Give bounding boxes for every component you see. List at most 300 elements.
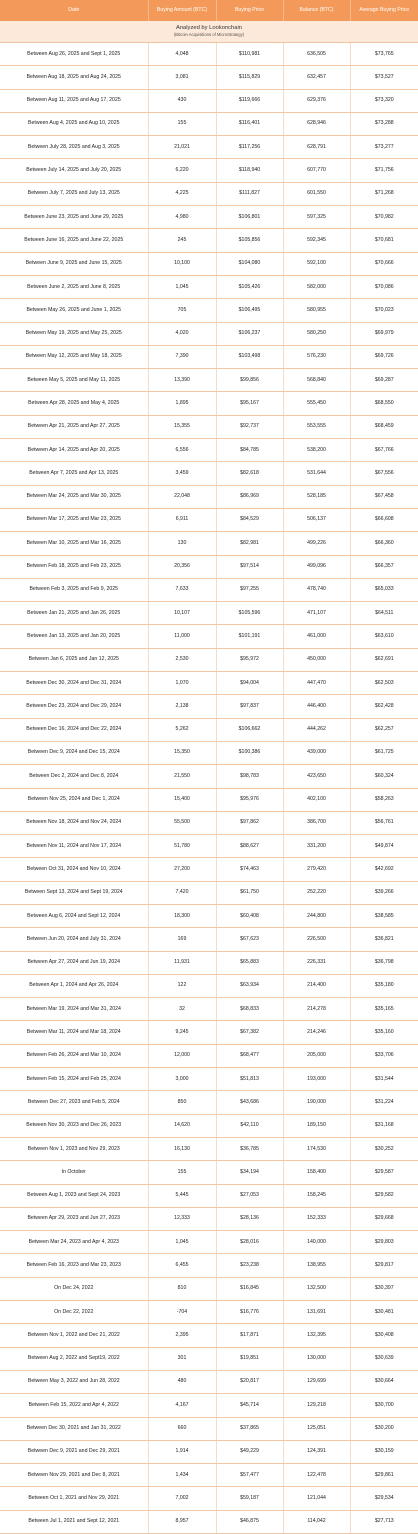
table-row xyxy=(0,112,418,135)
cell-date: In October xyxy=(0,1161,148,1184)
cell-buying-price: $95,976 xyxy=(216,788,283,811)
cell-buying-price: $49,229 xyxy=(216,1440,283,1463)
cell-buying-amount: 7,633 xyxy=(148,578,216,601)
cell-buying-amount: 21,550 xyxy=(148,765,216,788)
cell-average-buying-price: $62,428 xyxy=(350,695,418,718)
cell-date: Between Dec 30, 2021 and Jan 31, 2022 xyxy=(0,1417,148,1440)
cell-balance: 601,550 xyxy=(283,182,350,205)
column-header-buying-amount[interactable]: Buying Amount (BTC) xyxy=(148,0,216,21)
cell-average-buying-price: $62,691 xyxy=(350,648,418,671)
cell-date: Between Jan 6, 2025 and Jan 12, 2025 xyxy=(0,648,148,671)
cell-average-buying-price: $30,252 xyxy=(350,1137,418,1160)
cell-average-buying-price: $67,556 xyxy=(350,462,418,485)
cell-buying-price: $86,969 xyxy=(216,485,283,508)
cell-balance: 582,000 xyxy=(283,275,350,298)
table-row xyxy=(0,43,418,66)
cell-balance: 553,555 xyxy=(283,415,350,438)
table-row xyxy=(0,1207,418,1230)
table-row xyxy=(0,695,418,718)
cell-date: Between Nov 1, 2023 and Nov 29, 2023 xyxy=(0,1137,148,1160)
cell-buying-price: $37,865 xyxy=(216,1417,283,1440)
cell-buying-price: $99,856 xyxy=(216,369,283,392)
cell-buying-amount: 18,300 xyxy=(148,904,216,927)
cell-buying-amount: 850 xyxy=(148,1091,216,1114)
cell-date: Between Feb 15, 2024 and Feb 25, 2024 xyxy=(0,1068,148,1091)
cell-buying-amount: 6,220 xyxy=(148,159,216,182)
cell-average-buying-price: $69,726 xyxy=(350,345,418,368)
cell-buying-amount: 8,957 xyxy=(148,1510,216,1533)
cell-balance: 528,185 xyxy=(283,485,350,508)
cell-buying-amount: 4,980 xyxy=(148,206,216,229)
cell-buying-amount: 7,420 xyxy=(148,881,216,904)
cell-buying-amount: 1,434 xyxy=(148,1464,216,1487)
cell-buying-price: $106,801 xyxy=(216,206,283,229)
cell-date: Between Apr 21, 2025 and Apr 27, 2025 xyxy=(0,415,148,438)
table-row xyxy=(0,206,418,229)
cell-balance: 386,700 xyxy=(283,811,350,834)
cell-buying-amount: 12,000 xyxy=(148,1044,216,1067)
table-row xyxy=(0,1440,418,1463)
cell-buying-amount: 10,107 xyxy=(148,602,216,625)
column-header-date[interactable]: Date xyxy=(0,0,148,21)
cell-average-buying-price: $62,503 xyxy=(350,672,418,695)
cell-balance: 214,400 xyxy=(283,974,350,997)
cell-buying-amount: 12,333 xyxy=(148,1207,216,1230)
cell-buying-amount: 14,620 xyxy=(148,1114,216,1137)
cell-balance: 499,096 xyxy=(283,555,350,578)
cell-average-buying-price: $68,459 xyxy=(350,415,418,438)
cell-buying-amount: 245 xyxy=(148,229,216,252)
table-row xyxy=(0,1464,418,1487)
table-row xyxy=(0,974,418,997)
table-row xyxy=(0,1114,418,1137)
cell-buying-amount: 5,262 xyxy=(148,718,216,741)
cell-average-buying-price: $69,979 xyxy=(350,322,418,345)
cell-date: Between Aug 11, 2025 and Aug 17, 2025 xyxy=(0,89,148,112)
cell-average-buying-price: $29,668 xyxy=(350,1207,418,1230)
cell-date: Between Nov 1, 2022 and Dec 21, 2022 xyxy=(0,1324,148,1347)
cell-average-buying-price: $36,798 xyxy=(350,951,418,974)
cell-buying-amount: 7,390 xyxy=(148,345,216,368)
cell-average-buying-price: $29,803 xyxy=(350,1231,418,1254)
cell-balance: 129,218 xyxy=(283,1394,350,1417)
cell-average-buying-price: $30,700 xyxy=(350,1394,418,1417)
table-row xyxy=(0,1417,418,1440)
cell-balance: 244,800 xyxy=(283,904,350,927)
cell-balance: 555,450 xyxy=(283,392,350,415)
cell-average-buying-price: $61,725 xyxy=(350,741,418,764)
cell-date: Between Dec 9, 2021 and Dec 29, 2021 xyxy=(0,1440,148,1463)
table-row xyxy=(0,1324,418,1347)
cell-date: Between Feb 16, 2023 and Mar 23, 2023 xyxy=(0,1254,148,1277)
cell-date: Between Mar 24, 2025 and Mar 30, 2025 xyxy=(0,485,148,508)
cell-buying-price: $45,714 xyxy=(216,1394,283,1417)
cell-date: Between Dec 30, 2024 and Dec 31, 2024 xyxy=(0,672,148,695)
cell-balance: 461,000 xyxy=(283,625,350,648)
cell-balance: 331,200 xyxy=(283,835,350,858)
cell-average-buying-price: $30,159 xyxy=(350,1440,418,1463)
table-row xyxy=(0,741,418,764)
cell-buying-price: $84,529 xyxy=(216,508,283,531)
cell-balance: 214,278 xyxy=(283,998,350,1021)
cell-average-buying-price: $29,587 xyxy=(350,1161,418,1184)
cell-date: Between Mar 11, 2024 and Mar 18, 2024 xyxy=(0,1021,148,1044)
cell-date: Between Oct 1, 2021 and Nov 29, 2021 xyxy=(0,1487,148,1510)
table-row xyxy=(0,439,418,462)
cell-buying-price: $43,686 xyxy=(216,1091,283,1114)
cell-buying-price: $106,237 xyxy=(216,322,283,345)
cell-buying-amount: 660 xyxy=(148,1417,216,1440)
cell-balance: 580,955 xyxy=(283,299,350,322)
cell-balance: 568,840 xyxy=(283,369,350,392)
cell-average-buying-price: $69,287 xyxy=(350,369,418,392)
cell-date: Between Mar 19, 2024 and Mar 31, 2024 xyxy=(0,998,148,1021)
table-header xyxy=(0,0,418,21)
cell-buying-price: $17,871 xyxy=(216,1324,283,1347)
cell-average-buying-price: $30,481 xyxy=(350,1301,418,1324)
table-row xyxy=(0,951,418,974)
cell-buying-amount: 11,000 xyxy=(148,625,216,648)
table-row xyxy=(0,1301,418,1324)
cell-buying-amount: 51,780 xyxy=(148,835,216,858)
cell-date: Between Feb 15, 2022 and Apr 4, 2022 xyxy=(0,1394,148,1417)
cell-buying-amount: 705 xyxy=(148,299,216,322)
cell-balance: 226,331 xyxy=(283,951,350,974)
cell-balance: 450,000 xyxy=(283,648,350,671)
cell-date: Between May 19, 2025 and May 25, 2025 xyxy=(0,322,148,345)
cell-buying-price: $116,401 xyxy=(216,112,283,135)
table-row xyxy=(0,1254,418,1277)
cell-date: Between Dec 23, 2024 and Dec 29, 2024 xyxy=(0,695,148,718)
cell-buying-amount: 55,500 xyxy=(148,811,216,834)
cell-buying-price: $84,785 xyxy=(216,439,283,462)
cell-balance: 158,400 xyxy=(283,1161,350,1184)
cell-buying-amount: 5,445 xyxy=(148,1184,216,1207)
cell-buying-price: $27,053 xyxy=(216,1184,283,1207)
cell-average-buying-price: $66,360 xyxy=(350,532,418,555)
cell-date: Between Mar 24, 2023 and Apr 4, 2023 xyxy=(0,1231,148,1254)
cell-balance: 174,530 xyxy=(283,1137,350,1160)
cell-buying-price: $97,514 xyxy=(216,555,283,578)
cell-date: Between Mar 17, 2025 and Mar 23, 2025 xyxy=(0,508,148,531)
table-row xyxy=(0,1137,418,1160)
cell-buying-amount: 3,000 xyxy=(148,1068,216,1091)
cell-buying-price: $106,495 xyxy=(216,299,283,322)
cell-buying-price: $68,477 xyxy=(216,1044,283,1067)
table-row xyxy=(0,835,418,858)
cell-balance: 607,770 xyxy=(283,159,350,182)
cell-average-buying-price: $31,544 xyxy=(350,1068,418,1091)
cell-average-buying-price: $67,458 xyxy=(350,485,418,508)
cell-date: Between May 26, 2025 and June 1, 2025 xyxy=(0,299,148,322)
cell-buying-price: $115,829 xyxy=(216,66,283,89)
cell-buying-amount: 4,048 xyxy=(148,43,216,66)
cell-balance: 132,500 xyxy=(283,1277,350,1300)
cell-buying-amount: 4,020 xyxy=(148,322,216,345)
cell-date: Between Mar 10, 2025 and Mar 16, 2025 xyxy=(0,532,148,555)
cell-buying-price: $97,837 xyxy=(216,695,283,718)
cell-average-buying-price: $63,610 xyxy=(350,625,418,648)
cell-date: Between Aug 26, 2025 and Sept 1, 2025 xyxy=(0,43,148,66)
cell-average-buying-price: $27,713 xyxy=(350,1510,418,1533)
cell-average-buying-price: $73,288 xyxy=(350,112,418,135)
cell-buying-price: $82,981 xyxy=(216,532,283,555)
cell-buying-amount: 3,459 xyxy=(148,462,216,485)
cell-buying-price: $101,191 xyxy=(216,625,283,648)
cell-buying-amount: 22,048 xyxy=(148,485,216,508)
table-row xyxy=(0,765,418,788)
cell-balance: 506,137 xyxy=(283,508,350,531)
table-row xyxy=(0,532,418,555)
cell-buying-price: $94,004 xyxy=(216,672,283,695)
cell-date: Between July 28, 2025 and Aug 3, 2025 xyxy=(0,136,148,159)
cell-buying-amount: 4,167 xyxy=(148,1394,216,1417)
table-row xyxy=(0,718,418,741)
table-row xyxy=(0,555,418,578)
cell-average-buying-price: $73,320 xyxy=(350,89,418,112)
cell-buying-price: $98,783 xyxy=(216,765,283,788)
cell-average-buying-price: $49,874 xyxy=(350,835,418,858)
cell-average-buying-price: $62,257 xyxy=(350,718,418,741)
cell-average-buying-price: $35,180 xyxy=(350,974,418,997)
cell-average-buying-price: $36,821 xyxy=(350,928,418,951)
cell-balance: 279,420 xyxy=(283,858,350,881)
cell-average-buying-price: $70,681 xyxy=(350,229,418,252)
cell-average-buying-price: $29,817 xyxy=(350,1254,418,1277)
cell-buying-amount: 32 xyxy=(148,998,216,1021)
cell-average-buying-price: $66,357 xyxy=(350,555,418,578)
cell-buying-amount: 2,395 xyxy=(148,1324,216,1347)
table-row xyxy=(0,345,418,368)
cell-date: Between Sept 13, 2024 and Sept 19, 2024 xyxy=(0,881,148,904)
table-row xyxy=(0,625,418,648)
cell-date: Between June 9, 2025 and June 15, 2025 xyxy=(0,252,148,275)
cell-buying-price: $74,463 xyxy=(216,858,283,881)
cell-date: Between Aug 2, 2022 and Sept19, 2022 xyxy=(0,1347,148,1370)
cell-buying-price: $92,737 xyxy=(216,415,283,438)
cell-date: Between Nov 30, 2023 and Dec 26, 2023 xyxy=(0,1114,148,1137)
table-row xyxy=(0,1394,418,1417)
cell-buying-amount: 3,081 xyxy=(148,66,216,89)
cell-buying-price: $106,662 xyxy=(216,718,283,741)
table-row xyxy=(0,811,418,834)
cell-date: Between Aug 18, 2025 and Aug 24, 2025 xyxy=(0,66,148,89)
cell-buying-price: $105,426 xyxy=(216,275,283,298)
cell-buying-price: $68,833 xyxy=(216,998,283,1021)
cell-balance: 205,000 xyxy=(283,1044,350,1067)
cell-balance: 531,644 xyxy=(283,462,350,485)
table-row xyxy=(0,1510,418,1533)
cell-date: Between Apr 14, 2025 and Apr 20, 2025 xyxy=(0,439,148,462)
cell-balance: 189,150 xyxy=(283,1114,350,1137)
cell-buying-price: $36,785 xyxy=(216,1137,283,1160)
cell-average-buying-price: $39,266 xyxy=(350,881,418,904)
cell-date: Between July 14, 2025 and July 20, 2025 xyxy=(0,159,148,182)
cell-average-buying-price: $30,664 xyxy=(350,1370,418,1393)
cell-balance: 114,042 xyxy=(283,1510,350,1533)
cell-date: Between Dec 16, 2024 and Dec 22, 2024 xyxy=(0,718,148,741)
cell-average-buying-price: $70,666 xyxy=(350,252,418,275)
cell-average-buying-price: $29,534 xyxy=(350,1487,418,1510)
cell-buying-price: $19,851 xyxy=(216,1347,283,1370)
cell-buying-price: $67,382 xyxy=(216,1021,283,1044)
cell-balance: 499,226 xyxy=(283,532,350,555)
table-row xyxy=(0,1044,418,1067)
table-row xyxy=(0,66,418,89)
cell-average-buying-price: $31,168 xyxy=(350,1114,418,1137)
cell-buying-amount: 155 xyxy=(148,112,216,135)
cell-buying-price: $82,618 xyxy=(216,462,283,485)
table-row xyxy=(0,1091,418,1114)
cell-average-buying-price: $30,408 xyxy=(350,1324,418,1347)
table-row xyxy=(0,602,418,625)
cell-balance: 636,505 xyxy=(283,43,350,66)
cell-buying-amount: 155 xyxy=(148,1161,216,1184)
table-row xyxy=(0,508,418,531)
cell-average-buying-price: $71,756 xyxy=(350,159,418,182)
cell-buying-amount: 169 xyxy=(148,928,216,951)
table-body xyxy=(0,21,418,1534)
cell-average-buying-price: $70,023 xyxy=(350,299,418,322)
cell-buying-amount: 2,138 xyxy=(148,695,216,718)
cell-balance: 124,391 xyxy=(283,1440,350,1463)
cell-buying-amount: 7,002 xyxy=(148,1487,216,1510)
cell-date: Between Nov 18, 2024 and Nov 24, 2024 xyxy=(0,811,148,834)
table-row xyxy=(0,858,418,881)
cell-buying-amount: 122 xyxy=(148,974,216,997)
cell-buying-amount: 11,931 xyxy=(148,951,216,974)
cell-buying-amount: 1,070 xyxy=(148,672,216,695)
cell-average-buying-price: $67,766 xyxy=(350,439,418,462)
cell-buying-price: $105,856 xyxy=(216,229,283,252)
table-row xyxy=(0,229,418,252)
cell-balance: 628,946 xyxy=(283,112,350,135)
cell-buying-price: $60,408 xyxy=(216,904,283,927)
cell-balance: 132,395 xyxy=(283,1324,350,1347)
cell-buying-amount: 6,455 xyxy=(148,1254,216,1277)
cell-buying-amount: 15,350 xyxy=(148,741,216,764)
table-row xyxy=(0,1231,418,1254)
cell-date: Between Feb 18, 2025 and Feb 23, 2025 xyxy=(0,555,148,578)
cell-average-buying-price: $73,277 xyxy=(350,136,418,159)
cell-balance: 138,955 xyxy=(283,1254,350,1277)
cell-balance: 121,044 xyxy=(283,1487,350,1510)
cell-balance: 152,333 xyxy=(283,1207,350,1230)
table-row xyxy=(0,928,418,951)
cell-balance: 214,246 xyxy=(283,1021,350,1044)
cell-buying-price: $105,596 xyxy=(216,602,283,625)
cell-date: Between Aug 6, 2024 and Sept 12, 2024 xyxy=(0,904,148,927)
cell-balance: 226,500 xyxy=(283,928,350,951)
cell-buying-amount: 2,530 xyxy=(148,648,216,671)
table-row xyxy=(0,1277,418,1300)
cell-buying-price: $104,080 xyxy=(216,252,283,275)
cell-balance: 629,376 xyxy=(283,89,350,112)
cell-buying-price: $110,981 xyxy=(216,43,283,66)
table-row xyxy=(0,1370,418,1393)
cell-average-buying-price: $30,397 xyxy=(350,1277,418,1300)
cell-buying-amount: 130 xyxy=(148,532,216,555)
cell-buying-price: $95,167 xyxy=(216,392,283,415)
cell-balance: 158,245 xyxy=(283,1184,350,1207)
cell-balance: 439,000 xyxy=(283,741,350,764)
cell-buying-amount: 13,390 xyxy=(148,369,216,392)
cell-balance: 252,220 xyxy=(283,881,350,904)
table-row xyxy=(0,415,418,438)
cell-date: Between Feb 26, 2024 and Mar 10, 2024 xyxy=(0,1044,148,1067)
analyzed-banner-row xyxy=(0,21,418,43)
cell-buying-price: $16,776 xyxy=(216,1301,283,1324)
cell-buying-price: $97,255 xyxy=(216,578,283,601)
cell-balance: 129,699 xyxy=(283,1370,350,1393)
cell-buying-amount: 1,045 xyxy=(148,1231,216,1254)
cell-date: On Dec 24, 2022 xyxy=(0,1277,148,1300)
analyzed-title: Analyzed by Lookonchain xyxy=(175,24,243,31)
cell-balance: 478,740 xyxy=(283,578,350,601)
cell-date: Between Jul 1, 2021 and Sept 12, 2021 xyxy=(0,1510,148,1533)
cell-buying-price: $95,972 xyxy=(216,648,283,671)
analyzed-banner xyxy=(0,21,418,43)
cell-buying-amount: 1,045 xyxy=(148,275,216,298)
cell-average-buying-price: $70,982 xyxy=(350,206,418,229)
cell-date: Between Apr 28, 2025 and May 4, 2025 xyxy=(0,392,148,415)
cell-balance: 131,691 xyxy=(283,1301,350,1324)
table-row xyxy=(0,369,418,392)
table-row xyxy=(0,881,418,904)
cell-buying-amount: 6,556 xyxy=(148,439,216,462)
cell-balance: 447,470 xyxy=(283,672,350,695)
column-header-buying-price[interactable]: Buying Price xyxy=(216,0,283,21)
cell-buying-price: $42,110 xyxy=(216,1114,283,1137)
table-row xyxy=(0,788,418,811)
cell-date: Between Apr 27, 2024 and Jun 19, 2024 xyxy=(0,951,148,974)
cell-average-buying-price: $29,582 xyxy=(350,1184,418,1207)
table-row xyxy=(0,299,418,322)
cell-buying-price: $20,817 xyxy=(216,1370,283,1393)
header-row xyxy=(0,0,418,21)
cell-buying-price: $117,256 xyxy=(216,136,283,159)
cell-buying-price: $23,238 xyxy=(216,1254,283,1277)
cell-balance: 446,400 xyxy=(283,695,350,718)
cell-buying-price: $28,016 xyxy=(216,1231,283,1254)
table-row xyxy=(0,904,418,927)
table-row xyxy=(0,1021,418,1044)
cell-date: Between May 12, 2025 and May 18, 2025 xyxy=(0,345,148,368)
table-row xyxy=(0,578,418,601)
cell-balance: 471,107 xyxy=(283,602,350,625)
column-header-balance[interactable]: Balance (BTC) xyxy=(283,0,350,21)
cell-balance: 592,100 xyxy=(283,252,350,275)
cell-buying-amount: 1,895 xyxy=(148,392,216,415)
cell-date: Between June 23, 2025 and June 29, 2025 xyxy=(0,206,148,229)
cell-balance: 402,100 xyxy=(283,788,350,811)
cell-balance: 538,200 xyxy=(283,439,350,462)
cell-date: Between Nov 29, 2021 and Dec 8, 2021 xyxy=(0,1464,148,1487)
column-header-average-buying-price[interactable]: Average Buying Price xyxy=(350,0,418,21)
cell-balance: 190,000 xyxy=(283,1091,350,1114)
cell-date: Between Oct 31, 2024 and Nov 10, 2024 xyxy=(0,858,148,881)
cell-date: Between Aug 4, 2025 and Aug 10, 2025 xyxy=(0,112,148,135)
table-row xyxy=(0,182,418,205)
cell-date: Between June 16, 2025 and June 22, 2025 xyxy=(0,229,148,252)
cell-buying-amount: 15,355 xyxy=(148,415,216,438)
cell-balance: 125,051 xyxy=(283,1417,350,1440)
cell-balance: 423,650 xyxy=(283,765,350,788)
cell-buying-amount: 10,100 xyxy=(148,252,216,275)
cell-date: Between July 7, 2025 and July 13, 2025 xyxy=(0,182,148,205)
cell-buying-amount: 4,225 xyxy=(148,182,216,205)
table-row xyxy=(0,89,418,112)
